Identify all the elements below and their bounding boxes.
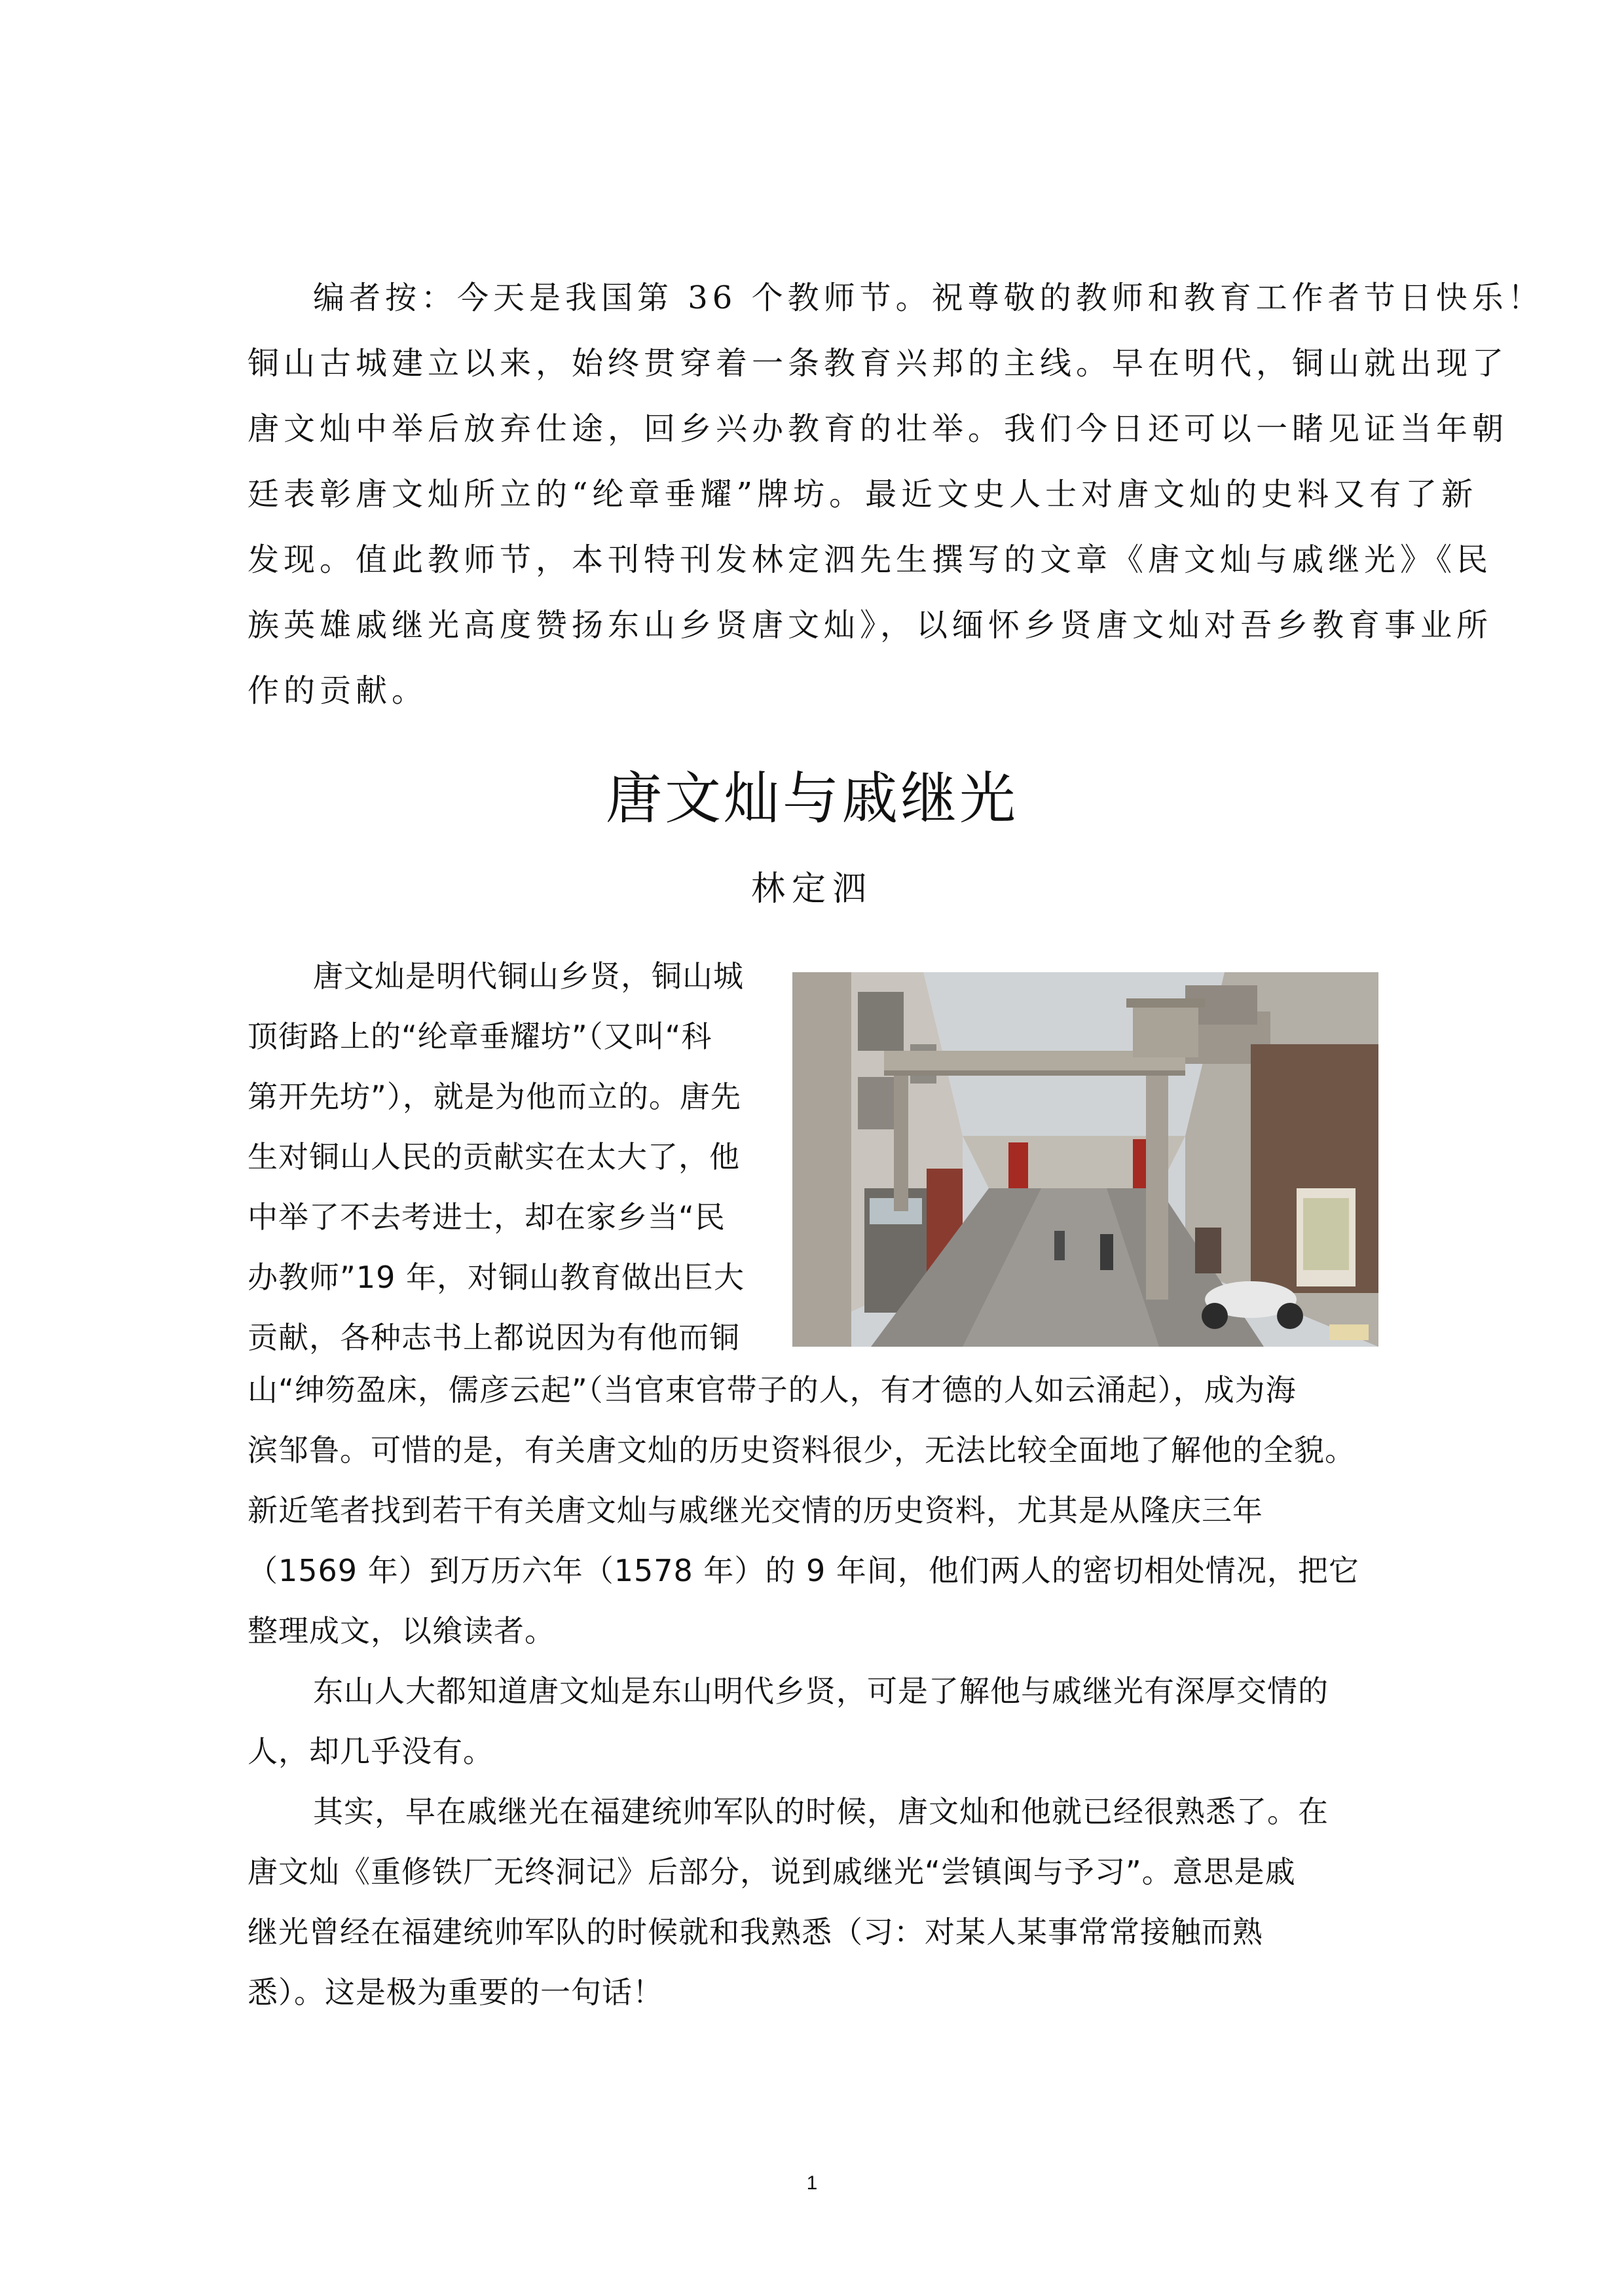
article-title: 唐文灿与戚继光 (606, 766, 1018, 831)
body-line: 悉）。这是极为重要的一句话！ (248, 1975, 663, 2010)
editor-note-line: 作的贡献。 (248, 672, 428, 709)
body-line: 唐文灿是明代铜山乡贤，铜山城 (313, 958, 744, 994)
editor-note-line: 唐文灿中举后放弃仕途，回乡兴办教育的壮举。我们今日还可以一睹见证当年朝 (248, 410, 1509, 447)
body-line: 顶街路上的“纶章垂耀坊”（又叫“科 (248, 1019, 712, 1054)
editor-note-line: 铜山古城建立以来，始终贯穿着一条教育兴邦的主线。早在明代，铜山就出现了 (248, 345, 1509, 382)
street-archway-photo (792, 972, 1378, 1347)
editor-note-line: 发现。值此教师节，本刊特刊发林定泗先生撰写的文章《唐文灿与戚继光》《民 (248, 541, 1493, 578)
body-line: 整理成文，以飨读者。 (248, 1613, 555, 1649)
body-line: 新近笔者找到若干有关唐文灿与戚继光交情的历史资料，尤其是从隆庆三年 (248, 1493, 1263, 1528)
body-line: 滨邹鲁。可惜的是，有关唐文灿的历史资料很少，无法比较全面地了解他的全貌。 (248, 1432, 1356, 1468)
body-line: 山“绅笏盈床，儒彦云起”（当官束官带子的人，有才德的人如云涌起），成为海 (248, 1372, 1297, 1408)
editor-note-line: 族英雄戚继光高度赞扬东山乡贤唐文灿》，以缅怀乡贤唐文灿对吾乡教育事业所 (248, 607, 1493, 644)
body-line: 贡献，各种志书上都说因为有他而铜 (248, 1320, 740, 1355)
body-line: 人，却几乎没有。 (248, 1734, 494, 1769)
article-body-full (248, 1360, 1393, 2022)
editor-note-line: 编者按：今天是我国第 36 个教师节。祝尊敬的教师和教育工作者节日快乐！ (313, 280, 1544, 316)
body-line: 其实，早在戚继光在福建统帅军队的时候，唐文灿和他就已经很熟悉了。在 (313, 1794, 1329, 1829)
editor-note-line: 廷表彰唐文灿所立的“纶章垂耀”牌坊。最近文史人士对唐文灿的史料又有了新 (248, 476, 1478, 513)
editor-note (248, 265, 1544, 723)
body-line: 唐文灿《重修铁厂无终洞记》后部分，说到戚继光“尝镇闽与予习”。意思是戚 (248, 1854, 1296, 1889)
body-line: 东山人大都知道唐文灿是东山明代乡贤，可是了解他与戚继光有深厚交情的 (313, 1673, 1329, 1709)
body-line: 办教师”19 年，对铜山教育做出巨大 (248, 1260, 745, 1295)
body-line: 中举了不去考进士，却在家乡当“民 (248, 1199, 726, 1235)
body-line: 第开先坊”），就是为他而立的。唐先 (248, 1079, 741, 1114)
article-author: 林定泗 (750, 869, 873, 909)
body-line: 继光曾经在福建统帅军队的时候就和我熟悉（习：对某人某事常常接触而熟 (248, 1914, 1263, 1950)
body-line: 生对铜山人民的贡献实在太大了，他 (248, 1139, 740, 1175)
body-line: （1569 年）到万历六年（1578 年）的 9 年间，他们两人的密切相处情况，把它 (248, 1553, 1359, 1588)
article-body-wrapped (248, 946, 771, 1368)
page-number: 1 (806, 2172, 818, 2194)
